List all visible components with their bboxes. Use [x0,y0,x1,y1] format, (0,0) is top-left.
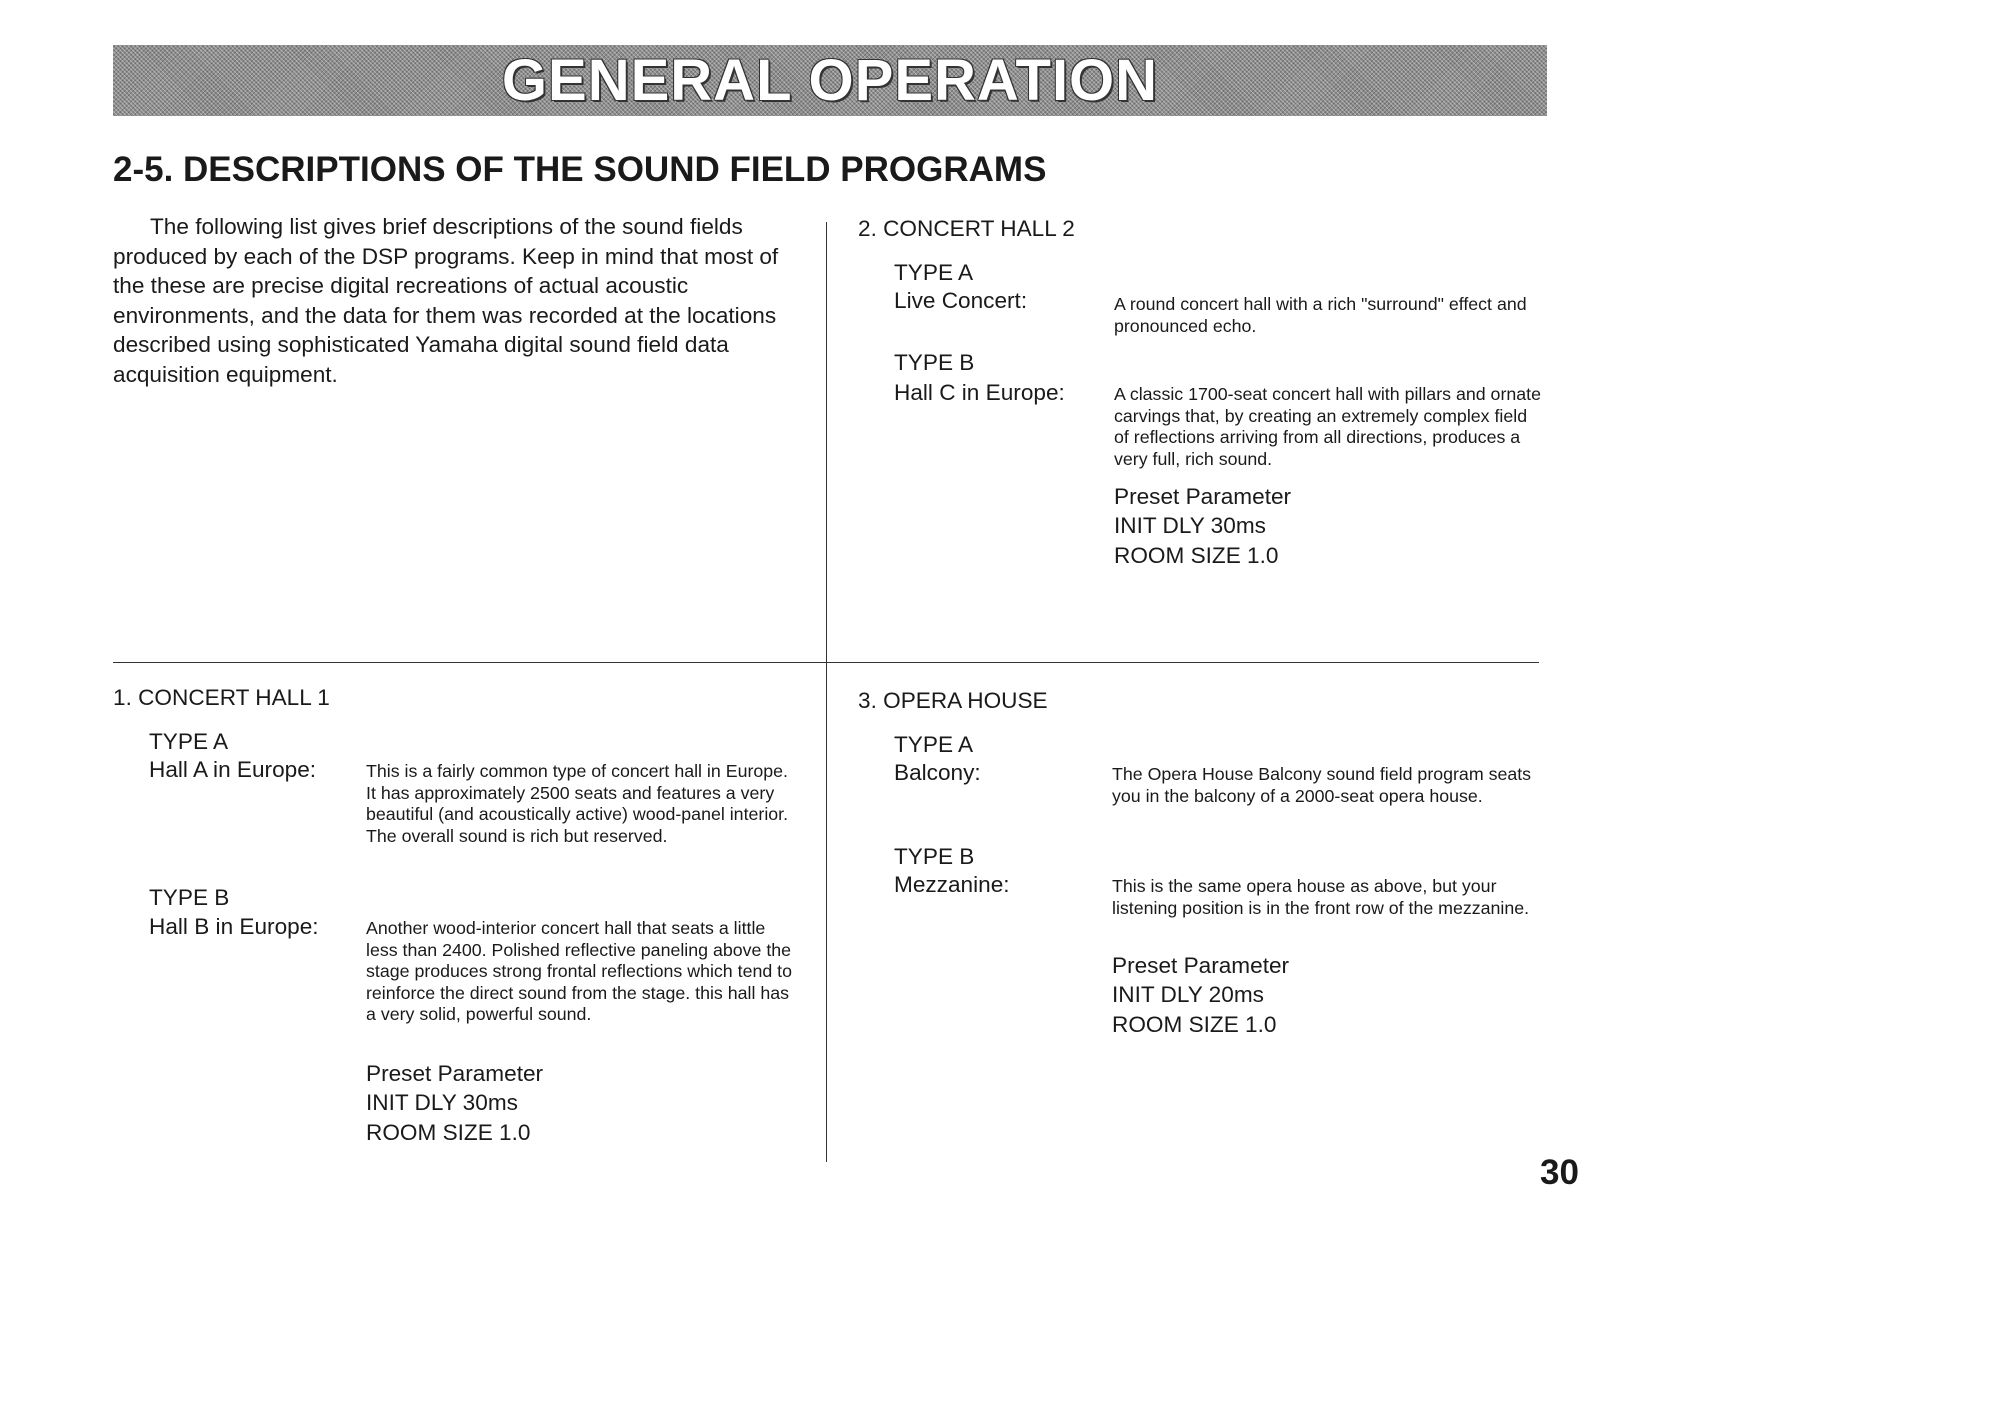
concert-hall-1-preset-heading: Preset Parameter [366,1061,544,1086]
opera-house-type-a-label: TYPE A [894,732,974,757]
concert-hall-1-type-a-label: TYPE A [149,729,229,754]
concert-hall-2-type-b-name: Hall C in Europe: [894,380,1065,405]
opera-house-init-dly: INIT DLY 20ms [1112,982,1264,1007]
column-divider [826,222,827,1162]
concert-hall-1-room-size: ROOM SIZE 1.0 [366,1120,531,1145]
concert-hall-2-init-dly: INIT DLY 30ms [1114,513,1266,538]
concert-hall-2-preset-heading: Preset Parameter [1114,484,1292,509]
banner-title: GENERAL OPERATION [501,48,1159,113]
concert-hall-1-type-b-description: Another wood-interior concert hall that seats a little less than 2400. Polished reflective paneling above the stage produces strong frontal reflections which tend to reinforce the direct sound from the stage. this hall has a very solid, powerful sound. [366,918,793,1024]
opera-house-type-a-description: The Opera House Balcony sound field program seats you in the balcony of a 2000-seat opera house. [1112,764,1532,806]
opera-house-type-b-label: TYPE B [894,844,975,869]
opera-house-preset-heading: Preset Parameter [1112,953,1290,978]
section-heading: 2-5. DESCRIPTIONS OF THE SOUND FIELD PROGRAMS [113,150,1047,189]
intro-paragraph: The following list gives brief descriptions of the sound fields produced by each of the DSP programs. Keep in mind that most of the these are precise digital recreations of actual acoustic environments, and the data for them was recorded at the locations described using sophisticated Yamaha digital sound field data acquisition equipment. [113,214,779,387]
concert-hall-1-init-dly: INIT DLY 30ms [366,1090,518,1115]
row-divider [113,662,1539,663]
concert-hall-2-type-b-label: TYPE B [894,350,975,375]
concert-hall-2-type-a-description: A round concert hall with a rich "surround" effect and pronounced echo. [1114,294,1527,336]
concert-hall-1-type-a-description: This is a fairly common type of concert hall in Europe. It has approximately 2500 seats and features a very beautiful (and acoustically active) wood-panel interior. The overall sound is rich but reserved. [366,761,789,846]
opera-house-title: 3. OPERA HOUSE [858,688,1048,713]
concert-hall-2-type-a-name: Live Concert: [894,288,1028,313]
opera-house-type-b-description: This is the same opera house as above, but your listening position is in the front row of the mezzanine. [1112,876,1530,918]
concert-hall-2-title: 2. CONCERT HALL 2 [858,216,1075,241]
concert-hall-1-title: 1. CONCERT HALL 1 [113,685,330,710]
section-banner [113,45,1547,116]
concert-hall-1-type-a-name: Hall A in Europe: [149,757,317,782]
opera-house-room-size: ROOM SIZE 1.0 [1112,1012,1277,1037]
opera-house-type-a-name: Balcony: [894,760,981,785]
concert-hall-2-type-b-description: A classic 1700-seat concert hall with pillars and ornate carvings that, by creating an extremely complex field of reflections arriving from all directions, produces a very full, rich sound. [1114,384,1541,469]
concert-hall-1-type-b-name: Hall B in Europe: [149,914,319,939]
page-number: 30 [1540,1153,1579,1192]
concert-hall-1-type-b-label: TYPE B [149,885,230,910]
concert-hall-2-room-size: ROOM SIZE 1.0 [1114,543,1279,568]
concert-hall-2-type-a-label: TYPE A [894,260,974,285]
opera-house-type-b-name: Mezzanine: [894,872,1010,897]
